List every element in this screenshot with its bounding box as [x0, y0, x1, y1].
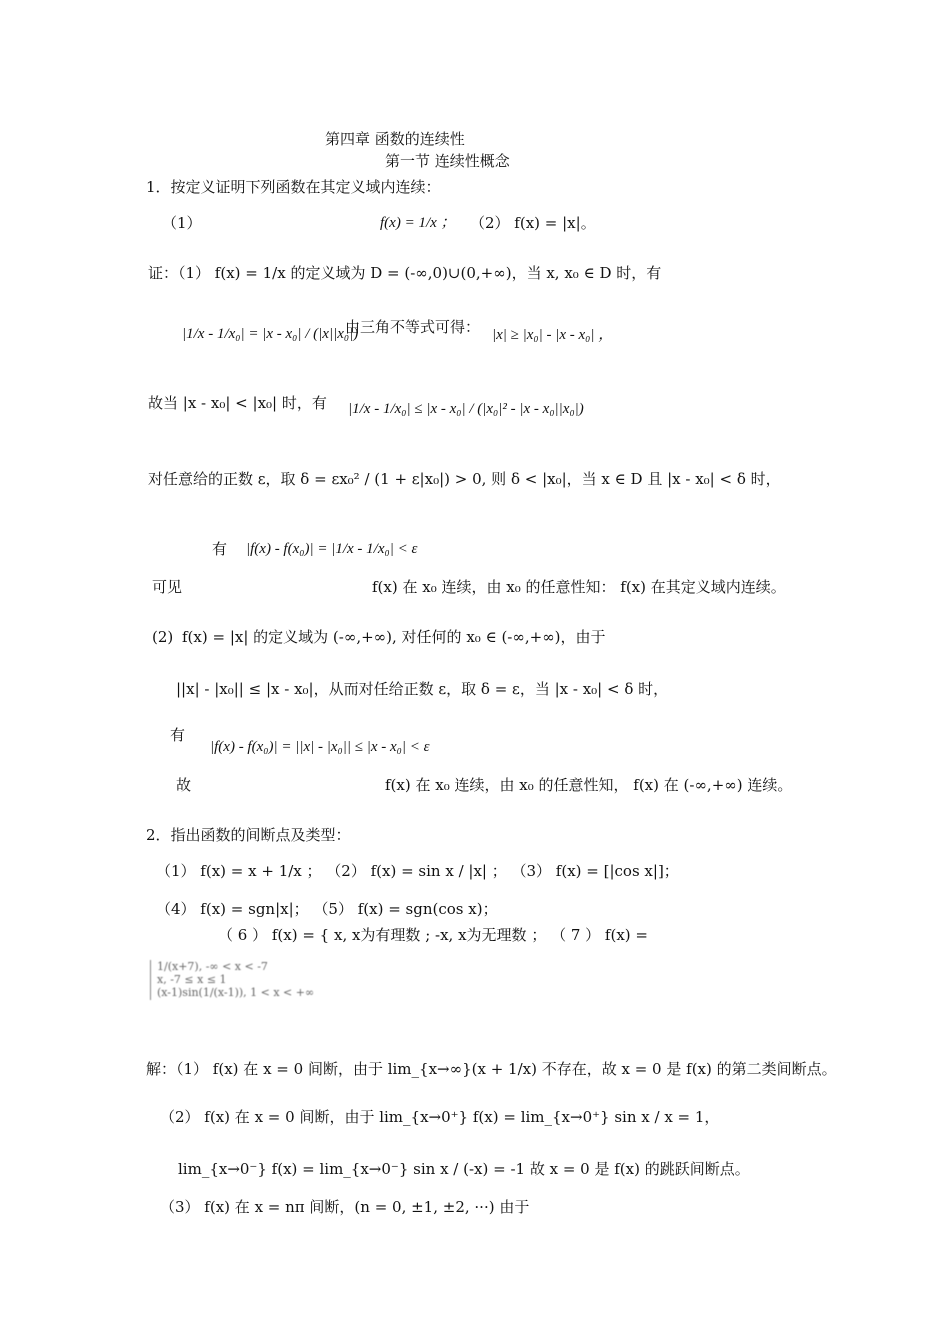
- solution-2: （2） f(x) 在 x = 0 间断，由于 lim_{x→0⁺} f(x) = lim_{x→0⁺} sin x / x = 1，: [160, 1108, 720, 1126]
- proof2-have: 有: [170, 726, 186, 744]
- piecewise-case-1: 1/(x+7), -∞ < x < -7: [157, 960, 268, 973]
- solution-3: （3） f(x) 在 x = nπ 间断，(n = 0, ±1, ±2, ···) 由于: [160, 1198, 530, 1216]
- proof2-eq: |f(x) - f(x₀)| = ||x| - |x₀|| ≤ |x - x₀| < ε: [210, 739, 430, 755]
- chapter-title: 第四章 函数的连续性: [325, 130, 465, 148]
- q2-row2: （4） f(x) = sgn|x|； （5） f(x) = sgn(cos x)；: [156, 900, 498, 918]
- proof1-line1: 证：（1） f(x) = 1/x 的定义域为 D = (-∞,0)∪(0,+∞)，当 x, x₀ ∈ D 时，有: [148, 264, 662, 282]
- proof1-triangle-label: 由三角不等式可得：: [345, 318, 481, 336]
- solution-2b: lim_{x→0⁻} f(x) = lim_{x→0⁻} sin x / (-x) = -1 故 x = 0 是 f(x) 的跳跃间断点。: [178, 1160, 750, 1178]
- proof1-epsilon: 对任意给的正数 ε，取 δ = εx₀² / (1 + ε|x₀|) > 0, 则 δ < |x₀|，当 x ∈ D 且 |x - x₀| < δ 时，: [148, 470, 781, 488]
- q1-item1-formula: f(x) = 1/x ；: [380, 215, 456, 231]
- proof1-eq2: |1/x - 1/x₀| ≤ |x - x₀| / (|x₀|² - |x - x₀||x₀|): [348, 401, 584, 417]
- piecewise-case-2: x, -7 ≤ x ≤ 1: [157, 973, 227, 987]
- piecewise-case-3: (x-1)sin(1/(x-1)), 1 < x < +∞: [157, 986, 315, 1000]
- proof1-triangle-ineq: |x| ≥ |x₀| - |x - x₀| ，: [492, 327, 614, 343]
- q1-item1-label: （1）: [162, 214, 202, 232]
- proof1-conclusion: f(x) 在 x₀ 连续，由 x₀ 的任意性知： f(x) 在其定义域内连续。: [372, 578, 786, 596]
- proof1-eq1: |1/x - 1/x₀| = |x - x₀| / (|x||x₀|): [182, 326, 359, 342]
- proof2-line1: f(x) = |x| 的定义域为 (-∞,+∞), 对任何的 x₀ ∈ (-∞,+∞)，由于: [182, 628, 606, 646]
- solution-1: 解：（1） f(x) 在 x = 0 间断，由于 lim_{x→∞}(x + 1/x) 不存在，故 x = 0 是 f(x) 的第二类间断点。: [146, 1060, 837, 1078]
- proof1-when: 故当 |x - x₀| < |x₀| 时，有: [148, 394, 327, 412]
- q2-piecewise: [150, 960, 314, 1000]
- q2-row3: （ 6 ） f(x) = { x, x为有理数 ; -x, x为无理数 ； （ 7 ） f(x) =: [218, 926, 648, 944]
- section-title: 第一节 连续性概念: [385, 152, 510, 170]
- proof2-line2: ||x| - |x₀|| ≤ |x - x₀|，从而对任给正数 ε，取 δ = ε，当 |x - x₀| < δ 时，: [176, 680, 669, 698]
- proof2-label: (2): [152, 628, 174, 646]
- proof1-visible: 可见: [152, 578, 183, 596]
- q1-item2-formula: （2） f(x) = |x|。: [470, 214, 596, 232]
- proof1-eq3: |f(x) - f(x₀)| = |1/x - 1/x₀| < ε: [246, 541, 418, 557]
- q2-row1: （1） f(x) = x + 1/x ； （2） f(x) = sin x / |x| ； （3） f(x) = [|cos x|]；: [156, 862, 679, 880]
- proof1-have: 有: [212, 540, 228, 558]
- q1-prompt: 1．按定义证明下列函数在其定义域内连续：: [146, 178, 441, 196]
- proof2-therefore: 故: [176, 776, 192, 794]
- proof2-conclusion: f(x) 在 x₀ 连续，由 x₀ 的任意性知， f(x) 在 (-∞,+∞) 连续。: [385, 776, 793, 794]
- q2-prompt: 2．指出函数的间断点及类型：: [146, 826, 351, 844]
